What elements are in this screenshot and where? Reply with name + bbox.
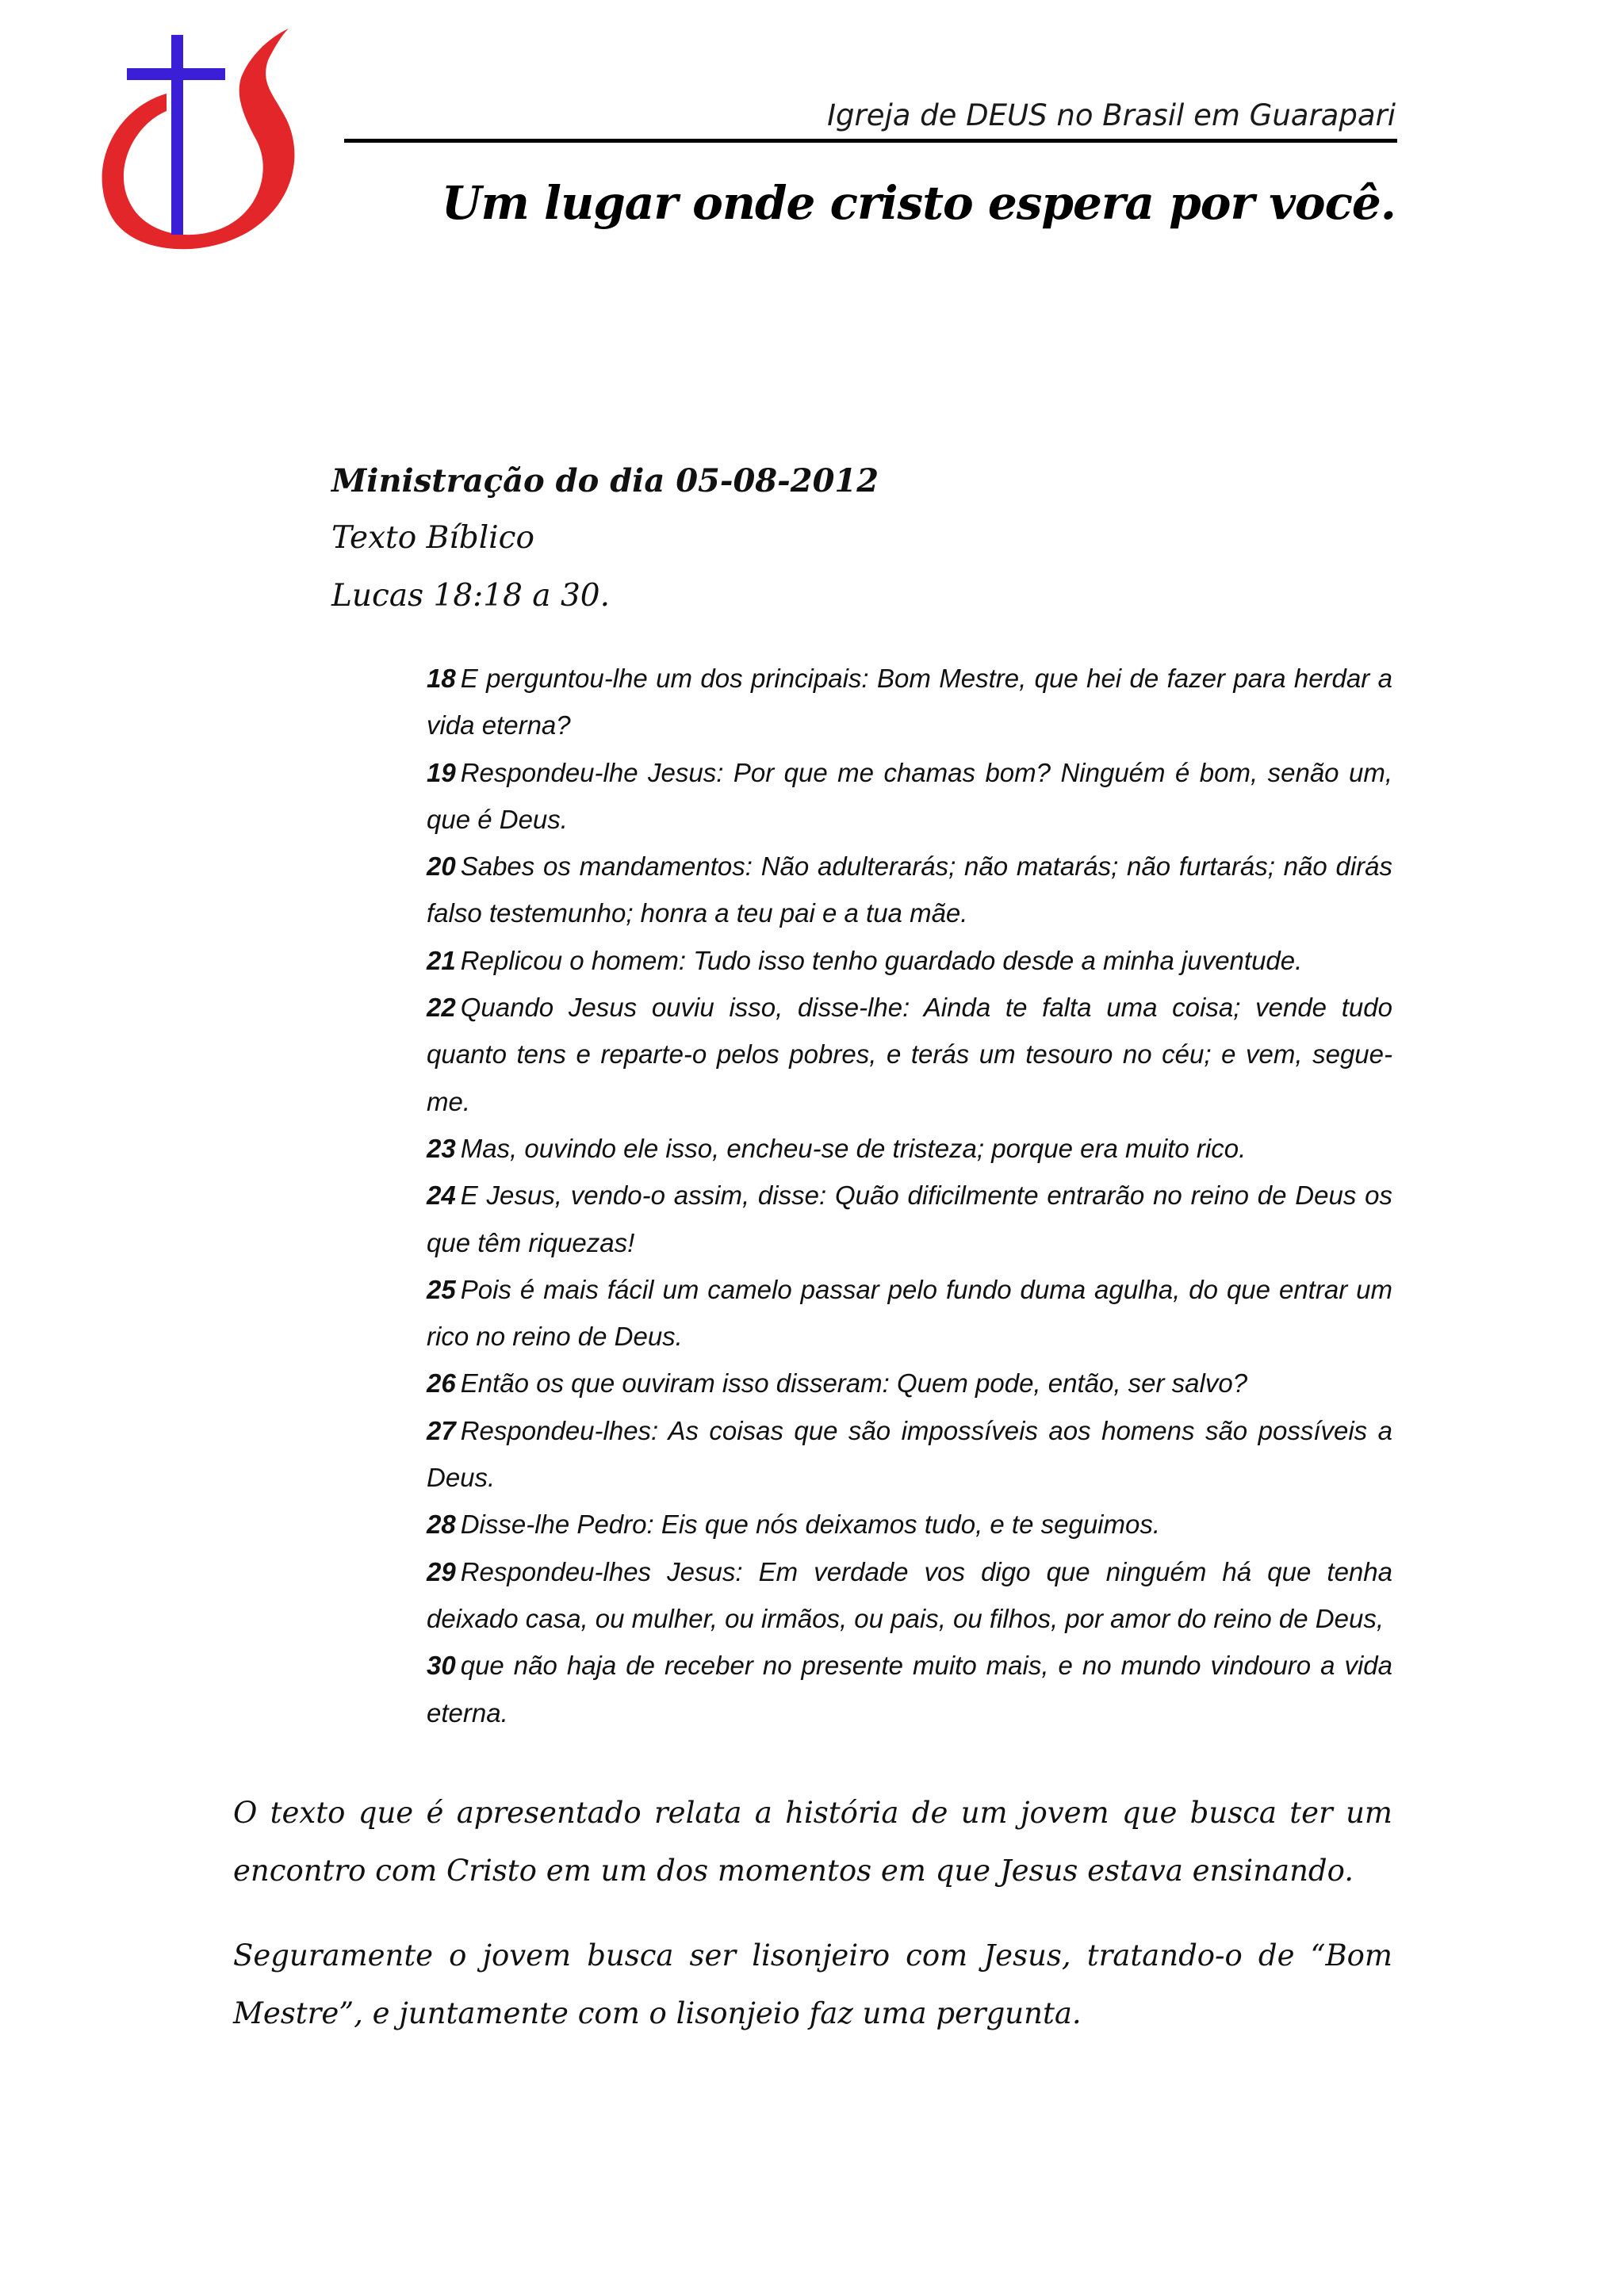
verse-item <box>427 1407 1392 1502</box>
verse-number: 29 <box>427 1556 456 1586</box>
verse-text: Disse-lhe Pedro: Eis que nós deixamos tudo, e te seguimos. <box>460 1510 1161 1540</box>
verse-number: 27 <box>427 1415 456 1445</box>
body-paragraph: O texto que é apresentado relata a história de um jovem que busca ter um encontro com Cristo em um dos momentos em que Jesus estava ensinando. <box>233 1796 1392 1888</box>
verse-text: Mas, ouvindo ele isso, encheu-se de tristeza; porque era muito rico. <box>460 1133 1247 1163</box>
page-title: Ministração do dia 05-08-2012 <box>331 462 879 499</box>
verse-number: 22 <box>427 993 456 1023</box>
verse-item <box>427 1125 1392 1172</box>
verse-number: 18 <box>427 664 456 693</box>
verse-item <box>427 984 1392 1125</box>
verse-item <box>427 749 1392 844</box>
verse-text: E Jesus, vendo-o assim, disse: Quão dificilmente entrarão no reino de Deus os que têm riquezas! <box>427 1181 1392 1257</box>
text-label: Texto Bíblico <box>331 520 534 556</box>
verse-item <box>427 1172 1392 1266</box>
verse-number: 23 <box>427 1133 456 1163</box>
verse-number: 28 <box>427 1510 456 1540</box>
verse-text: que não haja de receber no presente muito mais, e no mundo vindouro a vida eterna. <box>427 1651 1392 1728</box>
verse-number: 24 <box>427 1181 456 1211</box>
verse-text: Sabes os mandamentos: Não adulterarás; não matarás; não furtarás; não dirás falso testemunho; honra a teu pai e a tua mãe. <box>427 851 1392 928</box>
verse-number: 21 <box>427 945 456 975</box>
scripture-reference: Lucas 18:18 a 30. <box>331 578 610 614</box>
verse-item <box>427 1360 1392 1406</box>
verse-number: 25 <box>427 1274 456 1304</box>
verse-text: Pois é mais fácil um camelo passar pelo fundo duma agulha, do que entrar um rico no reino de Deus. <box>427 1274 1392 1352</box>
verse-item <box>427 655 1392 749</box>
verse-list <box>427 655 1392 1736</box>
verse-number: 20 <box>427 851 456 882</box>
verse-item <box>427 1548 1392 1643</box>
verse-text: Então os que ouviram isso disseram: Quem pode, então, ser salvo? <box>460 1368 1248 1399</box>
verse-item <box>427 843 1392 937</box>
verse-text: Respondeu-lhe Jesus: Por que me chamas bom? Ninguém é bom, senão um, que é Deus. <box>427 757 1392 834</box>
verse-number: 30 <box>427 1651 456 1681</box>
verse-item <box>427 937 1392 984</box>
verse-item <box>427 1501 1392 1548</box>
verse-item <box>427 1266 1392 1360</box>
verse-text: Quando Jesus ouviu isso, disse-lhe: Ainda te falta uma coisa; vende tudo quanto tens e reparte-o pelos pobres, e terás um tesouro no céu; e vem, segue-me. <box>427 993 1392 1116</box>
verse-item <box>427 1642 1392 1736</box>
body-paragraph: Seguramente o jovem busca ser lisonjeiro com Jesus, tratando-o de “Bom Mestre”, e juntamente com o lisonjeio faz uma pergunta. <box>233 1938 1392 2030</box>
verse-text: E perguntou-lhe um dos principais: Bom Mestre, que hei de fazer para herdar a vida eterna? <box>427 664 1392 740</box>
cross-flame-logo-icon <box>73 29 295 251</box>
verse-number: 19 <box>427 757 456 787</box>
verse-number: 26 <box>427 1368 456 1399</box>
verse-text: Respondeu-lhes Jesus: Em verdade vos digo que ninguém há que tenha deixado casa, ou mulher, ou irmãos, ou pais, ou filhos, por amor do reino de Deus, <box>427 1556 1392 1633</box>
church-logo <box>73 29 295 251</box>
church-name: Igreja de DEUS no Brasil em Guarapari <box>827 98 1396 132</box>
header-divider <box>344 139 1397 143</box>
verse-text: Respondeu-lhes: As coisas que são impossíveis aos homens são possíveis a Deus. <box>427 1415 1392 1493</box>
verse-text: Replicou o homem: Tudo isso tenho guardado desde a minha juventude. <box>460 945 1303 975</box>
tagline: Um lugar onde cristo espera por você. <box>441 176 1396 230</box>
